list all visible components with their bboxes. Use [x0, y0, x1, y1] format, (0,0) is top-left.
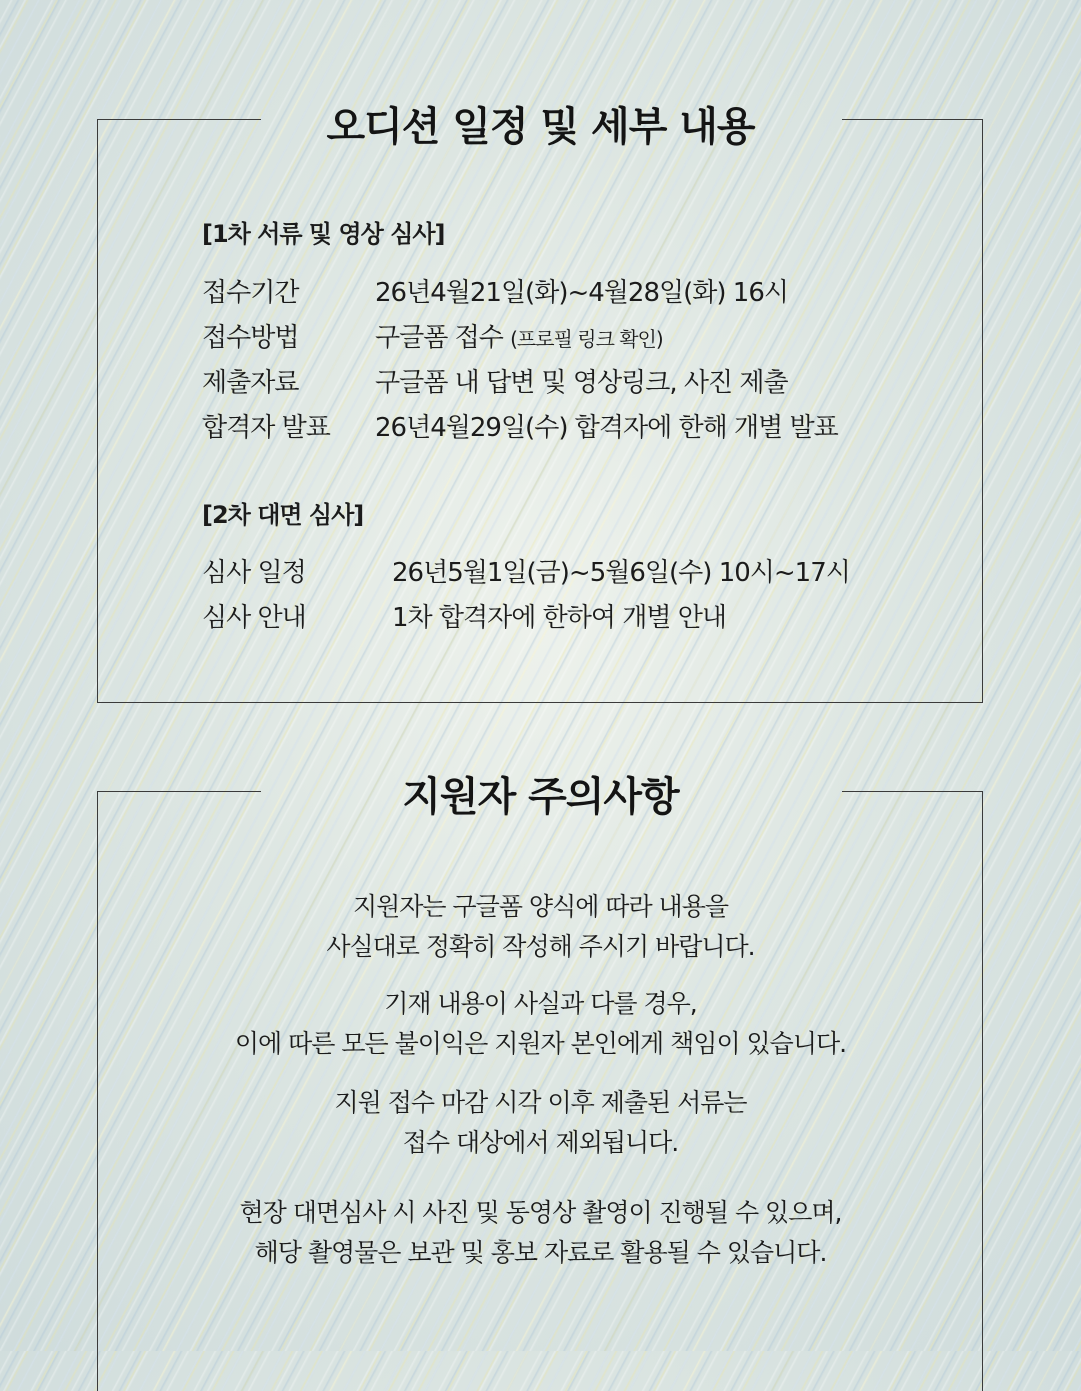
row-value: 26년4월29일(수) 합격자에 한해 개별 발표 — [375, 413, 838, 443]
stage2-heading: [2차 대면 심사] — [202, 501, 364, 529]
row-label: 심사 안내 — [202, 603, 306, 633]
notice-line: 지원 접수 마감 시각 이후 제출된 서류는 — [334, 1088, 747, 1117]
stage1-row-period — [202, 272, 788, 309]
row-note: (프로필 링크 확인) — [510, 327, 663, 351]
notice-paragraph — [0, 984, 1081, 1064]
notice-title: 지원자 주의사항 — [402, 774, 679, 820]
notice-line: 지원자는 구글폼 양식에 따라 내용을 — [352, 892, 729, 921]
schedule-title: 오디션 일정 및 세부 내용 — [326, 104, 755, 150]
notice-line: 접수 대상에서 제외됩니다. — [402, 1128, 679, 1157]
stage1-row-method — [202, 317, 663, 354]
row-label: 제출자료 — [202, 368, 299, 398]
notice-line: 기재 내용이 사실과 다를 경우, — [384, 989, 697, 1018]
notice-paragraph — [0, 1193, 1081, 1273]
notice-line: 해당 촬영물은 보관 및 홍보 자료로 활용될 수 있습니다. — [254, 1238, 827, 1267]
row-value: 26년4월21일(화)~4월28일(화) 16시 — [375, 278, 788, 308]
row-label: 합격자 발표 — [202, 413, 330, 443]
notice-line: 사실대로 정확히 작성해 주시기 바랍니다. — [326, 932, 755, 961]
row-label: 접수기간 — [202, 278, 299, 308]
notice-paragraph — [0, 887, 1081, 967]
row-value: 1차 합격자에 한하여 개별 안내 — [392, 603, 726, 633]
row-label: 심사 일정 — [202, 558, 306, 588]
row-value: 26년5월1일(금)~5월6일(수) 10시~17시 — [392, 558, 850, 588]
row-label: 접수방법 — [202, 323, 299, 353]
row-value: 구글폼 접수 (프로필 링크 확인) — [375, 323, 663, 353]
notice-paragraph — [0, 1083, 1081, 1163]
stage2-row-schedule — [202, 552, 850, 589]
stage2-row-guide — [202, 597, 726, 634]
stage1-row-announce — [202, 407, 838, 444]
stage1-row-materials — [202, 362, 788, 399]
stage1-heading: [1차 서류 및 영상 심사] — [202, 220, 445, 248]
row-value: 구글폼 내 답변 및 영상링크, 사진 제출 — [375, 368, 788, 398]
notice-line: 이에 따른 모든 불이익은 지원자 본인에게 책임이 있습니다. — [234, 1029, 847, 1058]
notice-line: 현장 대면심사 시 사진 및 동영상 촬영이 진행될 수 있으며, — [239, 1198, 842, 1227]
